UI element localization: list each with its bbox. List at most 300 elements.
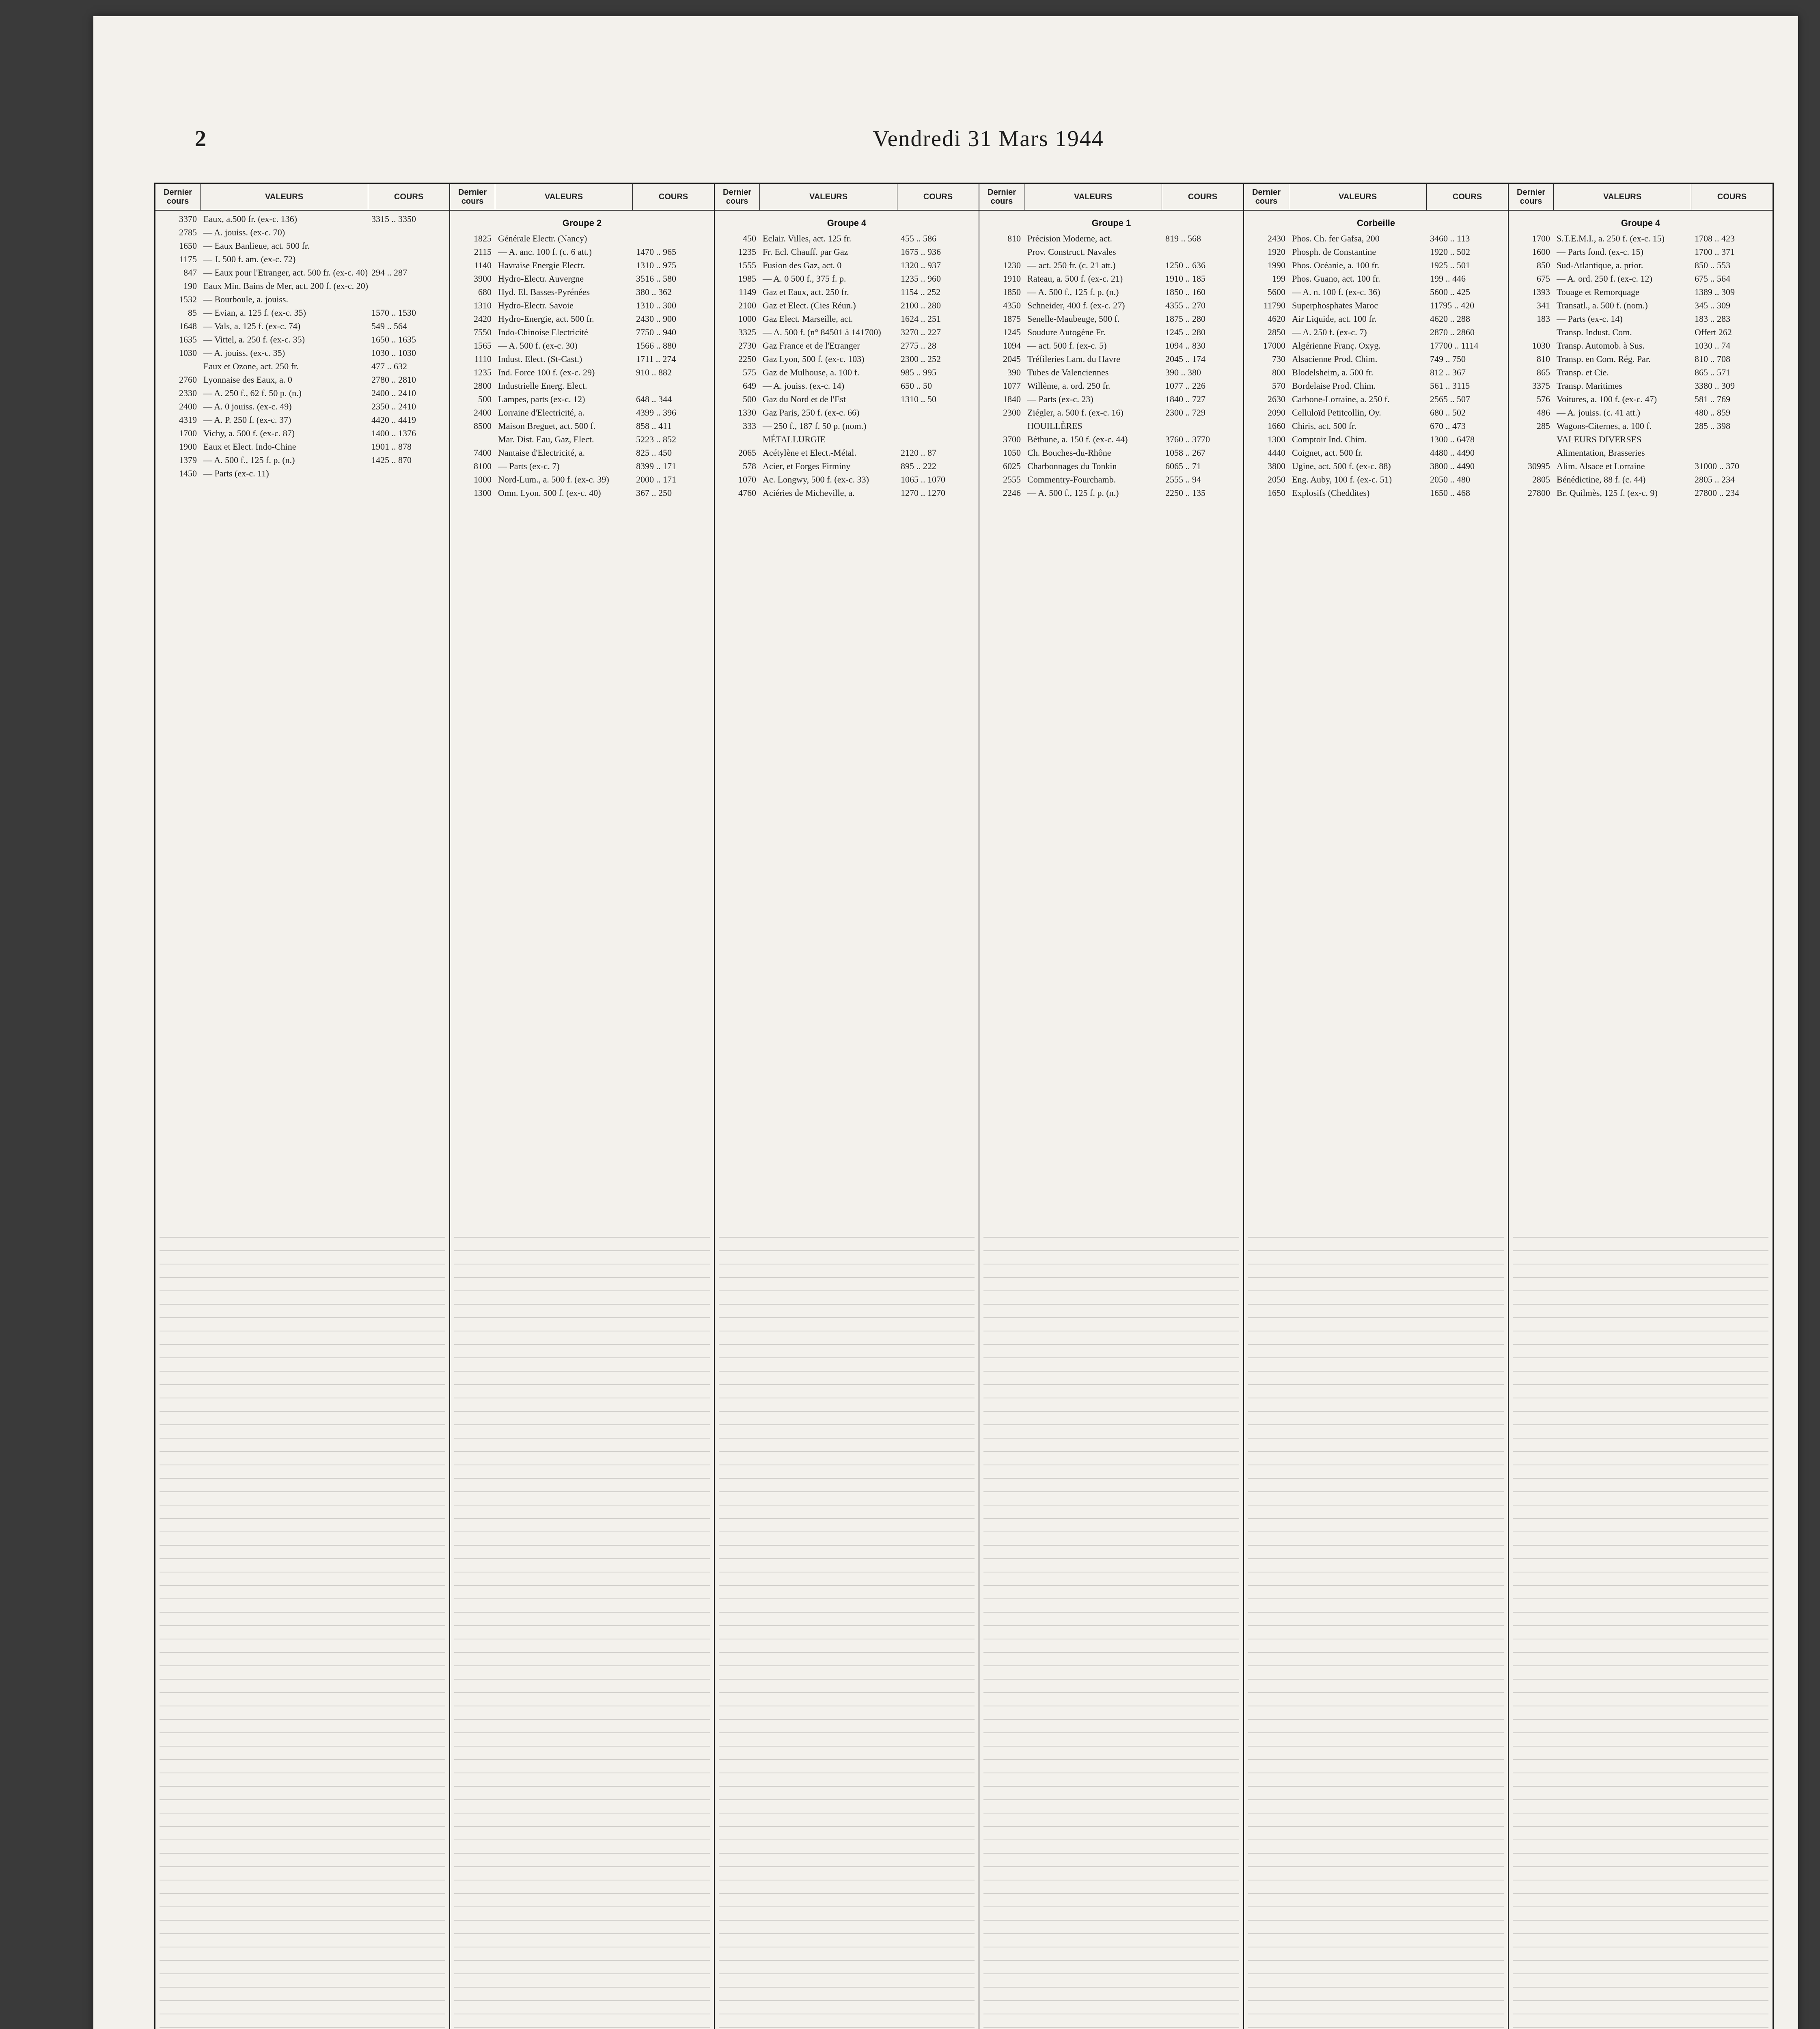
last-price: 2430	[1268, 233, 1286, 243]
column-body	[1244, 211, 1508, 1223]
table-row	[715, 406, 979, 419]
last-price: 1555	[738, 260, 757, 270]
last-price: 183	[1537, 314, 1550, 324]
last-price: 578	[743, 461, 757, 471]
quote: 895 .. 222	[901, 461, 937, 471]
last-price: 1000	[474, 474, 492, 485]
last-price: 3900	[474, 274, 492, 284]
last-price: 847	[183, 267, 197, 278]
last-price: 2420	[474, 314, 492, 324]
quote: 549 .. 564	[371, 321, 408, 331]
security-name: Explosifs (Cheddites)	[1292, 488, 1370, 498]
last-price: 285	[1537, 421, 1550, 431]
column-body	[1509, 211, 1773, 1223]
last-price: 1990	[1268, 260, 1286, 270]
security-name: Eclair. Villes, act. 125 fr.	[763, 233, 852, 243]
table-row	[1509, 245, 1773, 258]
security-name: HOUILLÈRES	[1027, 421, 1083, 431]
table-row	[450, 366, 714, 379]
last-price: 675	[1537, 274, 1550, 284]
last-price: 1850	[1003, 287, 1021, 297]
security-name: MÉTALLURGIE	[763, 434, 826, 444]
table-row	[450, 339, 714, 352]
security-name: Phos. Ch. fer Gafsa, 200	[1292, 233, 1380, 243]
last-price: 800	[1272, 367, 1286, 377]
table-row	[1244, 459, 1508, 473]
last-price: 4760	[738, 488, 757, 498]
quote: 5223 .. 852	[636, 434, 677, 444]
listing-column	[155, 184, 450, 2029]
quote: 1300 .. 6478	[1430, 434, 1475, 444]
last-price: 649	[743, 381, 757, 391]
last-price	[979, 245, 1024, 258]
last-price: 1900	[179, 442, 197, 452]
last-price: 1000	[738, 314, 757, 324]
security-name: Hydro-Electr. Auvergne	[498, 274, 584, 284]
security-name: Phos. Guano, act. 100 fr.	[1292, 274, 1380, 284]
table-row	[715, 312, 979, 325]
quote	[1162, 245, 1243, 258]
security-name: — A. jouiss. (c. 41 att.)	[1557, 407, 1640, 418]
table-row	[450, 419, 714, 433]
table-row	[1509, 486, 1773, 500]
table-row	[1244, 312, 1508, 325]
table-row	[450, 352, 714, 366]
table-row	[1509, 446, 1773, 459]
last-price: 2300	[1003, 407, 1021, 418]
last-price: 2050	[1268, 474, 1286, 485]
quote: 1708 .. 423	[1695, 233, 1735, 243]
last-price: 1149	[738, 287, 757, 297]
security-name: Havraise Energie Electr.	[498, 260, 585, 270]
security-name: Eaux Min. Bains de Mer, act. 200 f. (ex-c. 20)	[203, 281, 369, 291]
table-row	[450, 258, 714, 272]
quote: 2775 .. 28	[901, 340, 937, 351]
last-price: 2100	[738, 300, 757, 310]
last-price: 1650	[179, 241, 197, 251]
security-name: — A. P. 250 f. (ex-c. 37)	[203, 415, 291, 425]
last-price: 2850	[1268, 327, 1286, 337]
page-number: 2	[195, 126, 206, 151]
security-name: Ziégler, a. 500 f. (ex-c. 16)	[1027, 407, 1123, 418]
quote: 11795 .. 420	[1430, 300, 1475, 310]
table-row	[450, 459, 714, 473]
table-row	[1244, 339, 1508, 352]
security-name: Algérienne Franç. Oxyg.	[1292, 340, 1381, 351]
table-row	[450, 406, 714, 419]
security-name: Gaz et Eaux, act. 250 fr.	[763, 287, 849, 297]
table-row	[715, 339, 979, 352]
quote: 3516 .. 580	[636, 274, 677, 284]
quote: 4420 .. 4419	[371, 415, 416, 425]
header-valeurs: VALEURS	[760, 184, 897, 210]
quote: 1065 .. 1070	[901, 474, 946, 485]
quote: 1030 .. 1030	[371, 348, 416, 358]
security-name: Br. Quilmès, 125 f. (ex-c. 9)	[1557, 488, 1658, 498]
table-row	[1244, 392, 1508, 406]
last-price: 575	[743, 367, 757, 377]
quote: 1094 .. 830	[1165, 340, 1206, 351]
security-name: — Vals, a. 125 f. (ex-c. 74)	[203, 321, 301, 331]
quote: 1925 .. 501	[1430, 260, 1471, 270]
last-price: 2760	[179, 375, 197, 385]
table-row	[979, 419, 1243, 433]
quote: 985 .. 995	[901, 367, 937, 377]
quote: 910 .. 882	[636, 367, 672, 377]
newspaper-page	[93, 16, 1798, 2029]
last-price: 4620	[1268, 314, 1286, 324]
last-price	[1509, 433, 1553, 446]
security-name: Eaux, a.500 fr. (ex-c. 136)	[203, 214, 297, 224]
security-name: Schneider, 400 f. (ex-c. 27)	[1027, 300, 1125, 310]
quote: 2805 .. 234	[1695, 474, 1735, 485]
last-price: 4319	[179, 415, 197, 425]
table-row	[979, 325, 1243, 339]
table-row	[155, 279, 449, 293]
last-price: 190	[183, 281, 197, 291]
security-name: VALEURS DIVERSES	[1557, 434, 1642, 444]
security-name: — A. 500 f., 125 f. p. (n.)	[1027, 488, 1119, 498]
security-name: S.T.E.M.I., a. 250 f. (ex-c. 15)	[1557, 233, 1665, 243]
quote	[1691, 433, 1773, 446]
last-price: 8100	[474, 461, 492, 471]
listing-column	[715, 184, 979, 2029]
table-row	[979, 473, 1243, 486]
security-name: — 250 f., 187 f. 50 p. (nom.)	[763, 421, 867, 431]
table-row	[155, 306, 449, 319]
security-name: — Parts (ex-c. 23)	[1027, 394, 1093, 404]
quote	[368, 226, 449, 239]
security-name: Ugine, act. 500 f. (ex-c. 88)	[1292, 461, 1391, 471]
quote: 1920 .. 502	[1430, 247, 1471, 257]
table-row	[450, 446, 714, 459]
table-row	[715, 352, 979, 366]
table-row	[450, 272, 714, 285]
security-name: Alim. Alsace et Lorraine	[1557, 461, 1645, 471]
last-price: 6025	[1003, 461, 1021, 471]
last-price: 4350	[1003, 300, 1021, 310]
table-row	[979, 285, 1243, 299]
table-row	[1509, 379, 1773, 392]
quote: 675 .. 564	[1695, 274, 1731, 284]
quote: 2400 .. 2410	[371, 388, 416, 398]
table-row	[155, 266, 449, 279]
table-row	[979, 406, 1243, 419]
listing-column	[979, 184, 1244, 2029]
column-header	[1244, 184, 1508, 211]
security-name: — Parts fond. (ex-c. 15)	[1557, 247, 1643, 257]
header-last: Dernier cours	[979, 184, 1024, 210]
last-price: 2090	[1268, 407, 1286, 418]
table-row	[1244, 258, 1508, 272]
last-price: 2630	[1268, 394, 1286, 404]
last-price: 1532	[179, 294, 197, 304]
security-name: Nantaise d'Electricité, a.	[498, 448, 585, 458]
table-row	[715, 366, 979, 379]
column-body	[715, 211, 979, 1223]
quote: 670 .. 473	[1430, 421, 1466, 431]
quote: 581 .. 769	[1695, 394, 1731, 404]
security-name: Transatl., a. 500 f. (nom.)	[1557, 300, 1648, 310]
table-row	[155, 373, 449, 386]
listing-column	[450, 184, 715, 2029]
table-row	[715, 433, 979, 446]
last-price: 1235	[474, 367, 492, 377]
last-price: 2800	[474, 381, 492, 391]
security-name: Transp. en Com. Rég. Par.	[1557, 354, 1651, 364]
quote: 1310 .. 975	[636, 260, 677, 270]
section-heading: Groupe 2	[562, 218, 602, 228]
table-row	[715, 258, 979, 272]
security-name: Indo-Chinoise Electricité	[498, 327, 588, 337]
security-name: Sud-Atlantique, a. prior.	[1557, 260, 1643, 270]
table-row	[1509, 258, 1773, 272]
security-name: Omn. Lyon. 500 f. (ex-c. 40)	[498, 488, 601, 498]
security-name: Air Liquide, act. 100 fr.	[1292, 314, 1377, 324]
last-price: 810	[1007, 233, 1021, 243]
quote	[897, 433, 979, 446]
security-name: Blodelsheim, a. 500 fr.	[1292, 367, 1374, 377]
table-row	[155, 239, 449, 252]
security-name: Ind. Force 100 f. (ex-c. 29)	[498, 367, 595, 377]
table-row	[715, 486, 979, 500]
header-cours: COURS	[1717, 192, 1747, 201]
page-header	[195, 126, 1782, 158]
last-price: 1094	[1003, 340, 1021, 351]
last-price: 1910	[1003, 274, 1021, 284]
quote: 1320 .. 937	[901, 260, 941, 270]
page-date: Vendredi 31 Mars 1944	[873, 126, 1104, 151]
quote: 1270 .. 1270	[901, 488, 946, 498]
quote: 1711 .. 274	[636, 354, 676, 364]
table-row	[155, 360, 449, 373]
security-name: Hyd. El. Basses-Pyrénées	[498, 287, 590, 297]
table-row	[715, 272, 979, 285]
table-row	[715, 379, 979, 392]
quote: 1901 .. 878	[371, 442, 412, 452]
table-row	[715, 419, 979, 433]
last-price: 1030	[179, 348, 197, 358]
security-name: Comptoir Ind. Chim.	[1292, 434, 1367, 444]
last-price: 2250	[738, 354, 757, 364]
table-row	[979, 366, 1243, 379]
security-name: Eaux et Ozone, act. 250 fr.	[203, 361, 299, 371]
last-price: 1110	[474, 354, 492, 364]
quote: 561 .. 3115	[1430, 381, 1470, 391]
quote: 380 .. 362	[636, 287, 672, 297]
security-name: Acier, et Forges Firminy	[763, 461, 851, 471]
table-row	[1244, 366, 1508, 379]
security-name: — A. 250 f. (ex-c. 7)	[1292, 327, 1367, 337]
last-price: 1648	[179, 321, 197, 331]
security-name: Carbone-Lorraine, a. 250 f.	[1292, 394, 1390, 404]
table-row	[979, 339, 1243, 352]
security-name: Touage et Remorquage	[1557, 287, 1639, 297]
last-price: 1875	[1003, 314, 1021, 324]
header-cours: COURS	[394, 192, 424, 201]
security-name: Phosph. de Constantine	[1292, 247, 1376, 257]
security-name: Gaz Lyon, 500 f. (ex-c. 103)	[763, 354, 865, 364]
security-name: Indust. Elect. (St-Cast.)	[498, 354, 582, 364]
quote: 2780 .. 2810	[371, 375, 416, 385]
table-row	[1509, 272, 1773, 285]
last-price: 1330	[738, 407, 757, 418]
security-name: Soudure Autogène Fr.	[1027, 327, 1106, 337]
quote: 4399 .. 396	[636, 407, 677, 418]
last-price: 390	[1007, 367, 1021, 377]
security-name: — A. 500 f. (ex-c. 30)	[498, 340, 578, 351]
table-row	[450, 299, 714, 312]
quote: 1245 .. 280	[1165, 327, 1206, 337]
last-price: 2785	[179, 227, 197, 237]
table-row	[1509, 325, 1773, 339]
listing-column	[1244, 184, 1509, 2029]
quote: 810 .. 708	[1695, 354, 1731, 364]
header-cours: COURS	[658, 192, 688, 201]
security-name: Précision Moderne, act.	[1027, 233, 1112, 243]
security-name: Générale Electr. (Nancy)	[498, 233, 587, 243]
quote: 3800 .. 4490	[1430, 461, 1475, 471]
quote	[1691, 446, 1773, 459]
table-row	[450, 312, 714, 325]
last-price: 2400	[474, 407, 492, 418]
quote: 3380 .. 309	[1695, 381, 1735, 391]
table-row	[1509, 366, 1773, 379]
last-price: 3370	[179, 214, 197, 224]
table-row	[155, 226, 449, 239]
last-price: 2330	[179, 388, 197, 398]
quote: 819 .. 568	[1165, 233, 1201, 243]
security-name: — A. jouiss. (ex-c. 70)	[203, 227, 285, 237]
last-price: 2730	[738, 340, 757, 351]
last-price: 1070	[738, 474, 757, 485]
table-row	[715, 245, 979, 258]
quote: 183 .. 283	[1695, 314, 1731, 324]
last-price: 680	[478, 287, 492, 297]
quote: 1840 .. 727	[1165, 394, 1206, 404]
last-price: 1565	[474, 340, 492, 351]
last-price: 570	[1272, 381, 1286, 391]
quote: 27800 .. 234	[1695, 488, 1740, 498]
table-row	[155, 346, 449, 360]
last-price: 2065	[738, 448, 757, 458]
last-price: 7400	[474, 448, 492, 458]
table-row	[155, 413, 449, 426]
table-row	[979, 312, 1243, 325]
header-valeurs: VALEURS	[495, 184, 633, 210]
table-row	[979, 486, 1243, 500]
security-name: Bénédictine, 88 f. (c. 44)	[1557, 474, 1646, 485]
security-name: Rateau, a. 500 f. (ex-c. 21)	[1027, 274, 1123, 284]
quote: 1250 .. 636	[1165, 260, 1206, 270]
last-price: 333	[743, 421, 757, 431]
last-price	[715, 433, 759, 446]
quote	[1162, 419, 1243, 433]
table-row	[1244, 299, 1508, 312]
security-name: Acétylène et Elect.-Métal.	[763, 448, 856, 458]
quote: 2045 .. 174	[1165, 354, 1206, 364]
security-name: Fusion des Gaz, act. 0	[763, 260, 842, 270]
table-row	[1244, 232, 1508, 245]
table-row	[1509, 419, 1773, 433]
table-row	[450, 433, 714, 446]
quote: 812 .. 367	[1430, 367, 1466, 377]
security-name: — Eaux pour l'Etranger, act. 500 fr. (ex-c. 40)	[203, 267, 368, 278]
quote: 3270 .. 227	[901, 327, 941, 337]
last-price: 11790	[1263, 300, 1286, 310]
security-name: Transp. Maritimes	[1557, 381, 1622, 391]
last-price: 1310	[474, 300, 492, 310]
security-name: Phos. Océanie, a. 100 fr.	[1292, 260, 1380, 270]
security-name: Fr. Ecl. Chauff. par Gaz	[763, 247, 848, 257]
quote	[633, 232, 714, 245]
quote: 1850 .. 160	[1165, 287, 1206, 297]
security-name: Mar. Dist. Eau, Gaz, Elect.	[498, 434, 594, 444]
last-price: 30995	[1528, 461, 1550, 471]
quote	[897, 419, 979, 433]
table-row	[1509, 352, 1773, 366]
last-price: 1840	[1003, 394, 1021, 404]
table-row	[450, 486, 714, 500]
security-name: Lorraine d'Electricité, a.	[498, 407, 584, 418]
quote: 1310 .. 300	[636, 300, 677, 310]
quote: 2300 .. 252	[901, 354, 941, 364]
last-price: 2246	[1003, 488, 1021, 498]
last-price: 2115	[474, 247, 492, 257]
security-name: Superphosphates Maroc	[1292, 300, 1378, 310]
security-name: Celluloïd Petitcollin, Oy.	[1292, 407, 1381, 418]
security-name: Transp. et Cie.	[1557, 367, 1609, 377]
last-price: 1300	[474, 488, 492, 498]
table-row	[155, 386, 449, 400]
security-name: Gaz du Nord et de l'Est	[763, 394, 846, 404]
security-name: Hydro-Energie, act. 500 fr.	[498, 314, 594, 324]
security-name: Coignet, act. 500 fr.	[1292, 448, 1363, 458]
quote: 3315 .. 3350	[371, 214, 416, 224]
quote	[368, 467, 449, 480]
table-row	[450, 285, 714, 299]
continued-listing-lines	[719, 1224, 975, 2029]
column-body	[450, 211, 714, 1223]
last-price: 3700	[1003, 434, 1021, 444]
table-row	[450, 325, 714, 339]
security-name: Alsacienne Prod. Chim.	[1292, 354, 1378, 364]
quote: 1570 .. 1530	[371, 308, 416, 318]
last-price: 1050	[1003, 448, 1021, 458]
last-price: 1825	[474, 233, 492, 243]
quote: 2250 .. 135	[1165, 488, 1206, 498]
header-last: Dernier cours	[1509, 184, 1554, 210]
table-row	[450, 379, 714, 392]
security-name: Eng. Auby, 100 f. (ex-c. 51)	[1292, 474, 1392, 485]
last-price: 500	[743, 394, 757, 404]
table-row	[450, 473, 714, 486]
security-name: Wagons-Citernes, a. 100 f.	[1557, 421, 1652, 431]
last-price	[1509, 325, 1553, 339]
last-price: 1700	[1532, 233, 1550, 243]
table-row	[1244, 406, 1508, 419]
table-row	[155, 212, 449, 226]
quote: 455 .. 586	[901, 233, 937, 243]
last-price: 1379	[179, 455, 197, 465]
table-row	[1244, 285, 1508, 299]
last-price: 8500	[474, 421, 492, 431]
last-price: 3325	[738, 327, 757, 337]
security-name: Gaz France et de l'Etranger	[763, 340, 860, 351]
table-row	[715, 473, 979, 486]
table-row	[1244, 272, 1508, 285]
table-row	[979, 272, 1243, 285]
